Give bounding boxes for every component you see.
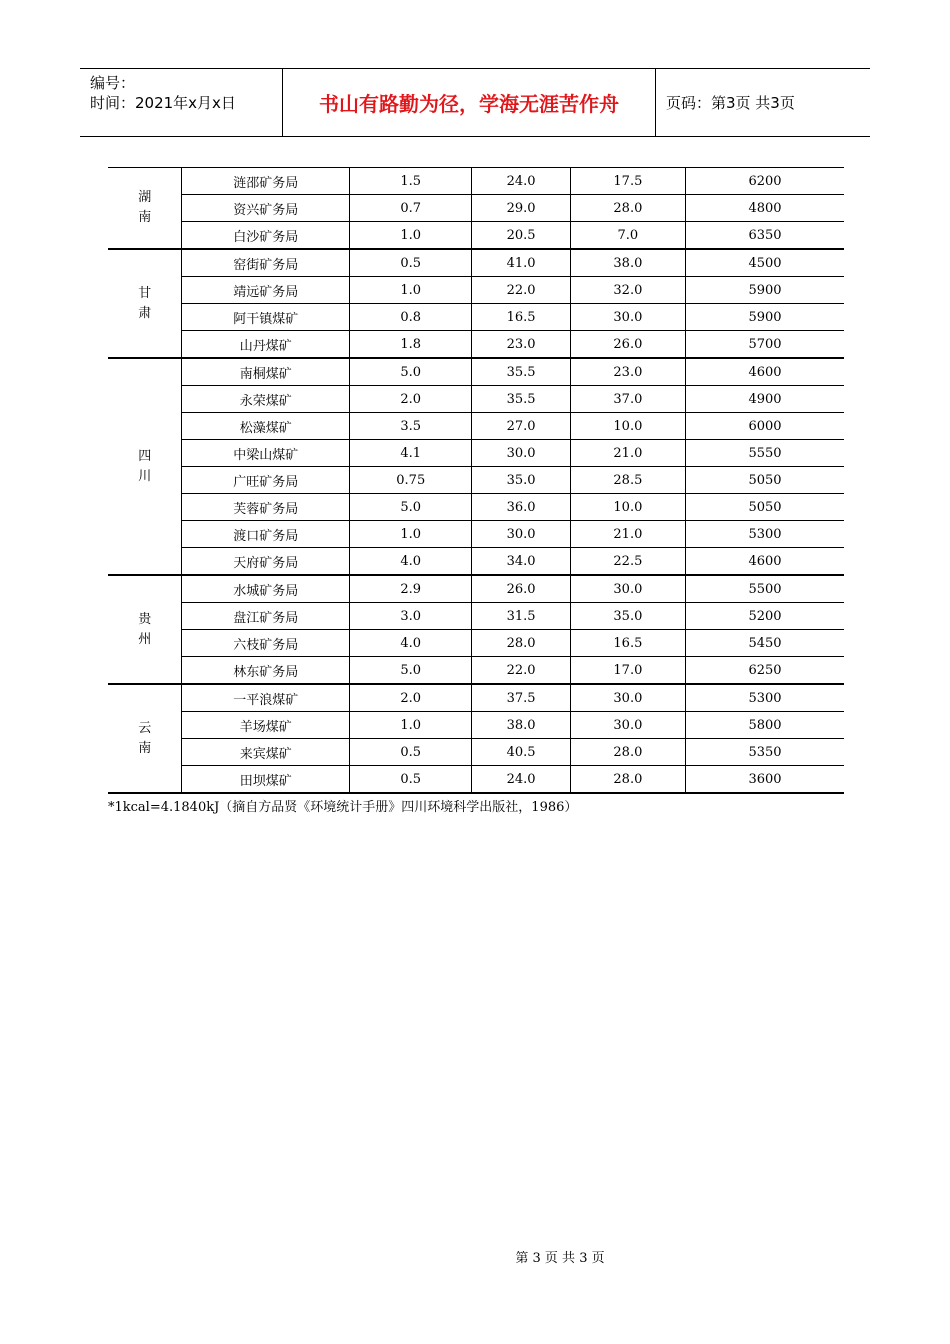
value-cell: 2.9 bbox=[350, 575, 472, 603]
value-cell: 17.5 bbox=[570, 168, 685, 195]
value-cell: 5300 bbox=[686, 521, 844, 548]
province-char: 川 bbox=[138, 468, 152, 484]
page-header bbox=[80, 68, 870, 137]
value-cell: 4.0 bbox=[350, 630, 472, 657]
value-cell: 5500 bbox=[686, 575, 844, 603]
mine-name-cell: 天府矿务局 bbox=[182, 548, 350, 576]
table-row bbox=[108, 494, 844, 521]
time-label: 时间：2021年x月x日 bbox=[90, 94, 236, 112]
table-row bbox=[108, 331, 844, 359]
value-cell: 35.0 bbox=[570, 603, 685, 630]
mine-name-cell: 松藻煤矿 bbox=[182, 413, 350, 440]
value-cell: 4500 bbox=[686, 249, 844, 277]
mine-name-cell: 中梁山煤矿 bbox=[182, 440, 350, 467]
value-cell: 30.0 bbox=[472, 440, 570, 467]
value-cell: 30.0 bbox=[472, 521, 570, 548]
province-char: 南 bbox=[138, 210, 152, 225]
table-row bbox=[108, 766, 844, 794]
value-cell: 40.5 bbox=[472, 739, 570, 766]
value-cell: 5350 bbox=[686, 739, 844, 766]
mine-name-cell: 来宾煤矿 bbox=[182, 739, 350, 766]
mine-name-cell: 田坝煤矿 bbox=[182, 766, 350, 794]
table-row bbox=[108, 168, 844, 195]
serial-label: 编号： bbox=[90, 74, 136, 92]
value-cell: 34.0 bbox=[472, 548, 570, 576]
table-row bbox=[108, 575, 844, 603]
value-cell: 1.0 bbox=[350, 712, 472, 739]
value-cell: 5.0 bbox=[350, 657, 472, 685]
value-cell: 4600 bbox=[686, 358, 844, 386]
province-cell bbox=[108, 249, 182, 358]
value-cell: 1.8 bbox=[350, 331, 472, 359]
table-row bbox=[108, 739, 844, 766]
value-cell: 21.0 bbox=[570, 521, 685, 548]
province-cell bbox=[108, 358, 182, 575]
value-cell: 38.0 bbox=[570, 249, 685, 277]
header-motto: 书山有路勤为径，学海无涯苦作舟 bbox=[283, 69, 656, 136]
table-row bbox=[108, 467, 844, 494]
value-cell: 1.0 bbox=[350, 521, 472, 548]
value-cell: 3.0 bbox=[350, 603, 472, 630]
value-cell: 30.0 bbox=[570, 712, 685, 739]
table-row bbox=[108, 548, 844, 576]
value-cell: 4800 bbox=[686, 195, 844, 222]
value-cell: 22.0 bbox=[472, 277, 570, 304]
value-cell: 3600 bbox=[686, 766, 844, 794]
value-cell: 5800 bbox=[686, 712, 844, 739]
table-row bbox=[108, 386, 844, 413]
value-cell: 0.5 bbox=[350, 249, 472, 277]
value-cell: 16.5 bbox=[472, 304, 570, 331]
value-cell: 1.5 bbox=[350, 168, 472, 195]
value-cell: 4.0 bbox=[350, 548, 472, 576]
mine-name-cell: 涟邵矿务局 bbox=[182, 168, 350, 195]
value-cell: 30.0 bbox=[570, 684, 685, 712]
province-char: 甘 bbox=[138, 285, 152, 301]
value-cell: 24.0 bbox=[472, 766, 570, 794]
table-row bbox=[108, 413, 844, 440]
value-cell: 26.0 bbox=[472, 575, 570, 603]
value-cell: 30.0 bbox=[570, 575, 685, 603]
value-cell: 38.0 bbox=[472, 712, 570, 739]
value-cell: 5550 bbox=[686, 440, 844, 467]
value-cell: 1.0 bbox=[350, 277, 472, 304]
province-cell bbox=[108, 684, 182, 793]
header-meta bbox=[80, 69, 283, 136]
value-cell: 28.0 bbox=[570, 739, 685, 766]
value-cell: 4900 bbox=[686, 386, 844, 413]
value-cell: 37.5 bbox=[472, 684, 570, 712]
value-cell: 5200 bbox=[686, 603, 844, 630]
province-char: 州 bbox=[138, 631, 152, 647]
value-cell: 16.5 bbox=[570, 630, 685, 657]
mine-name-cell: 羊场煤矿 bbox=[182, 712, 350, 739]
value-cell: 31.5 bbox=[472, 603, 570, 630]
table-row bbox=[108, 684, 844, 712]
mine-name-cell: 芙蓉矿务局 bbox=[182, 494, 350, 521]
mine-name-cell: 广旺矿务局 bbox=[182, 467, 350, 494]
mine-name-cell: 永荣煤矿 bbox=[182, 386, 350, 413]
value-cell: 3.5 bbox=[350, 413, 472, 440]
table-row bbox=[108, 277, 844, 304]
coal-mine-table bbox=[108, 167, 844, 794]
mine-name-cell: 盘江矿务局 bbox=[182, 603, 350, 630]
mine-name-cell: 山丹煤矿 bbox=[182, 331, 350, 359]
table-row bbox=[108, 521, 844, 548]
value-cell: 28.0 bbox=[570, 195, 685, 222]
value-cell: 0.5 bbox=[350, 739, 472, 766]
mine-name-cell: 资兴矿务局 bbox=[182, 195, 350, 222]
value-cell: 5.0 bbox=[350, 494, 472, 521]
value-cell: 23.0 bbox=[570, 358, 685, 386]
table-row bbox=[108, 222, 844, 250]
value-cell: 5450 bbox=[686, 630, 844, 657]
page-footer: 第 3 页 共 3 页 bbox=[515, 1251, 605, 1266]
value-cell: 7.0 bbox=[570, 222, 685, 250]
value-cell: 0.7 bbox=[350, 195, 472, 222]
value-cell: 41.0 bbox=[472, 249, 570, 277]
value-cell: 10.0 bbox=[570, 413, 685, 440]
table-row bbox=[108, 657, 844, 685]
table-row bbox=[108, 304, 844, 331]
province-char: 南 bbox=[138, 740, 152, 756]
value-cell: 29.0 bbox=[472, 195, 570, 222]
table-note: *1kcal=4.1840kJ（摘自方品贤《环境统计手册》四川环境科学出版社，1986） bbox=[108, 800, 578, 815]
value-cell: 27.0 bbox=[472, 413, 570, 440]
value-cell: 10.0 bbox=[570, 494, 685, 521]
province-char: 贵 bbox=[138, 611, 152, 627]
value-cell: 5050 bbox=[686, 467, 844, 494]
value-cell: 0.75 bbox=[350, 467, 472, 494]
value-cell: 0.8 bbox=[350, 304, 472, 331]
mine-name-cell: 靖远矿务局 bbox=[182, 277, 350, 304]
value-cell: 0.5 bbox=[350, 766, 472, 794]
value-cell: 35.5 bbox=[472, 386, 570, 413]
province-cell bbox=[108, 575, 182, 684]
value-cell: 28.0 bbox=[472, 630, 570, 657]
value-cell: 6200 bbox=[686, 168, 844, 195]
mine-name-cell: 六枝矿务局 bbox=[182, 630, 350, 657]
value-cell: 22.5 bbox=[570, 548, 685, 576]
value-cell: 4.1 bbox=[350, 440, 472, 467]
mine-name-cell: 林东矿务局 bbox=[182, 657, 350, 685]
mine-name-cell: 南桐煤矿 bbox=[182, 358, 350, 386]
value-cell: 6350 bbox=[686, 222, 844, 250]
province-char: 四 bbox=[138, 448, 152, 464]
mine-name-cell: 阿干镇煤矿 bbox=[182, 304, 350, 331]
table-row bbox=[108, 195, 844, 222]
page-indicator: 页码：第3页 共3页 bbox=[666, 94, 795, 112]
mine-name-cell: 窑街矿务局 bbox=[182, 249, 350, 277]
mine-name-cell: 水城矿务局 bbox=[182, 575, 350, 603]
mine-name-cell: 白沙矿务局 bbox=[182, 222, 350, 250]
province-cell bbox=[108, 168, 182, 250]
value-cell: 5.0 bbox=[350, 358, 472, 386]
value-cell: 5700 bbox=[686, 331, 844, 359]
table-row bbox=[108, 712, 844, 739]
table-row bbox=[108, 358, 844, 386]
value-cell: 28.5 bbox=[570, 467, 685, 494]
value-cell: 35.5 bbox=[472, 358, 570, 386]
value-cell: 36.0 bbox=[472, 494, 570, 521]
value-cell: 5300 bbox=[686, 684, 844, 712]
province-char: 肃 bbox=[138, 305, 152, 321]
value-cell: 26.0 bbox=[570, 331, 685, 359]
province-char: 湖 bbox=[138, 190, 152, 205]
value-cell: 30.0 bbox=[570, 304, 685, 331]
value-cell: 1.0 bbox=[350, 222, 472, 250]
table-row bbox=[108, 440, 844, 467]
value-cell: 5900 bbox=[686, 277, 844, 304]
value-cell: 5900 bbox=[686, 304, 844, 331]
province-char: 云 bbox=[138, 720, 152, 736]
mine-name-cell: 一平浪煤矿 bbox=[182, 684, 350, 712]
value-cell: 2.0 bbox=[350, 386, 472, 413]
table-row bbox=[108, 249, 844, 277]
value-cell: 28.0 bbox=[570, 766, 685, 794]
value-cell: 21.0 bbox=[570, 440, 685, 467]
value-cell: 35.0 bbox=[472, 467, 570, 494]
value-cell: 24.0 bbox=[472, 168, 570, 195]
value-cell: 4600 bbox=[686, 548, 844, 576]
value-cell: 6000 bbox=[686, 413, 844, 440]
value-cell: 17.0 bbox=[570, 657, 685, 685]
value-cell: 32.0 bbox=[570, 277, 685, 304]
value-cell: 20.5 bbox=[472, 222, 570, 250]
table-row bbox=[108, 630, 844, 657]
value-cell: 22.0 bbox=[472, 657, 570, 685]
value-cell: 23.0 bbox=[472, 331, 570, 359]
value-cell: 2.0 bbox=[350, 684, 472, 712]
value-cell: 6250 bbox=[686, 657, 844, 685]
table-row bbox=[108, 603, 844, 630]
value-cell: 5050 bbox=[686, 494, 844, 521]
value-cell: 37.0 bbox=[570, 386, 685, 413]
mine-name-cell: 渡口矿务局 bbox=[182, 521, 350, 548]
